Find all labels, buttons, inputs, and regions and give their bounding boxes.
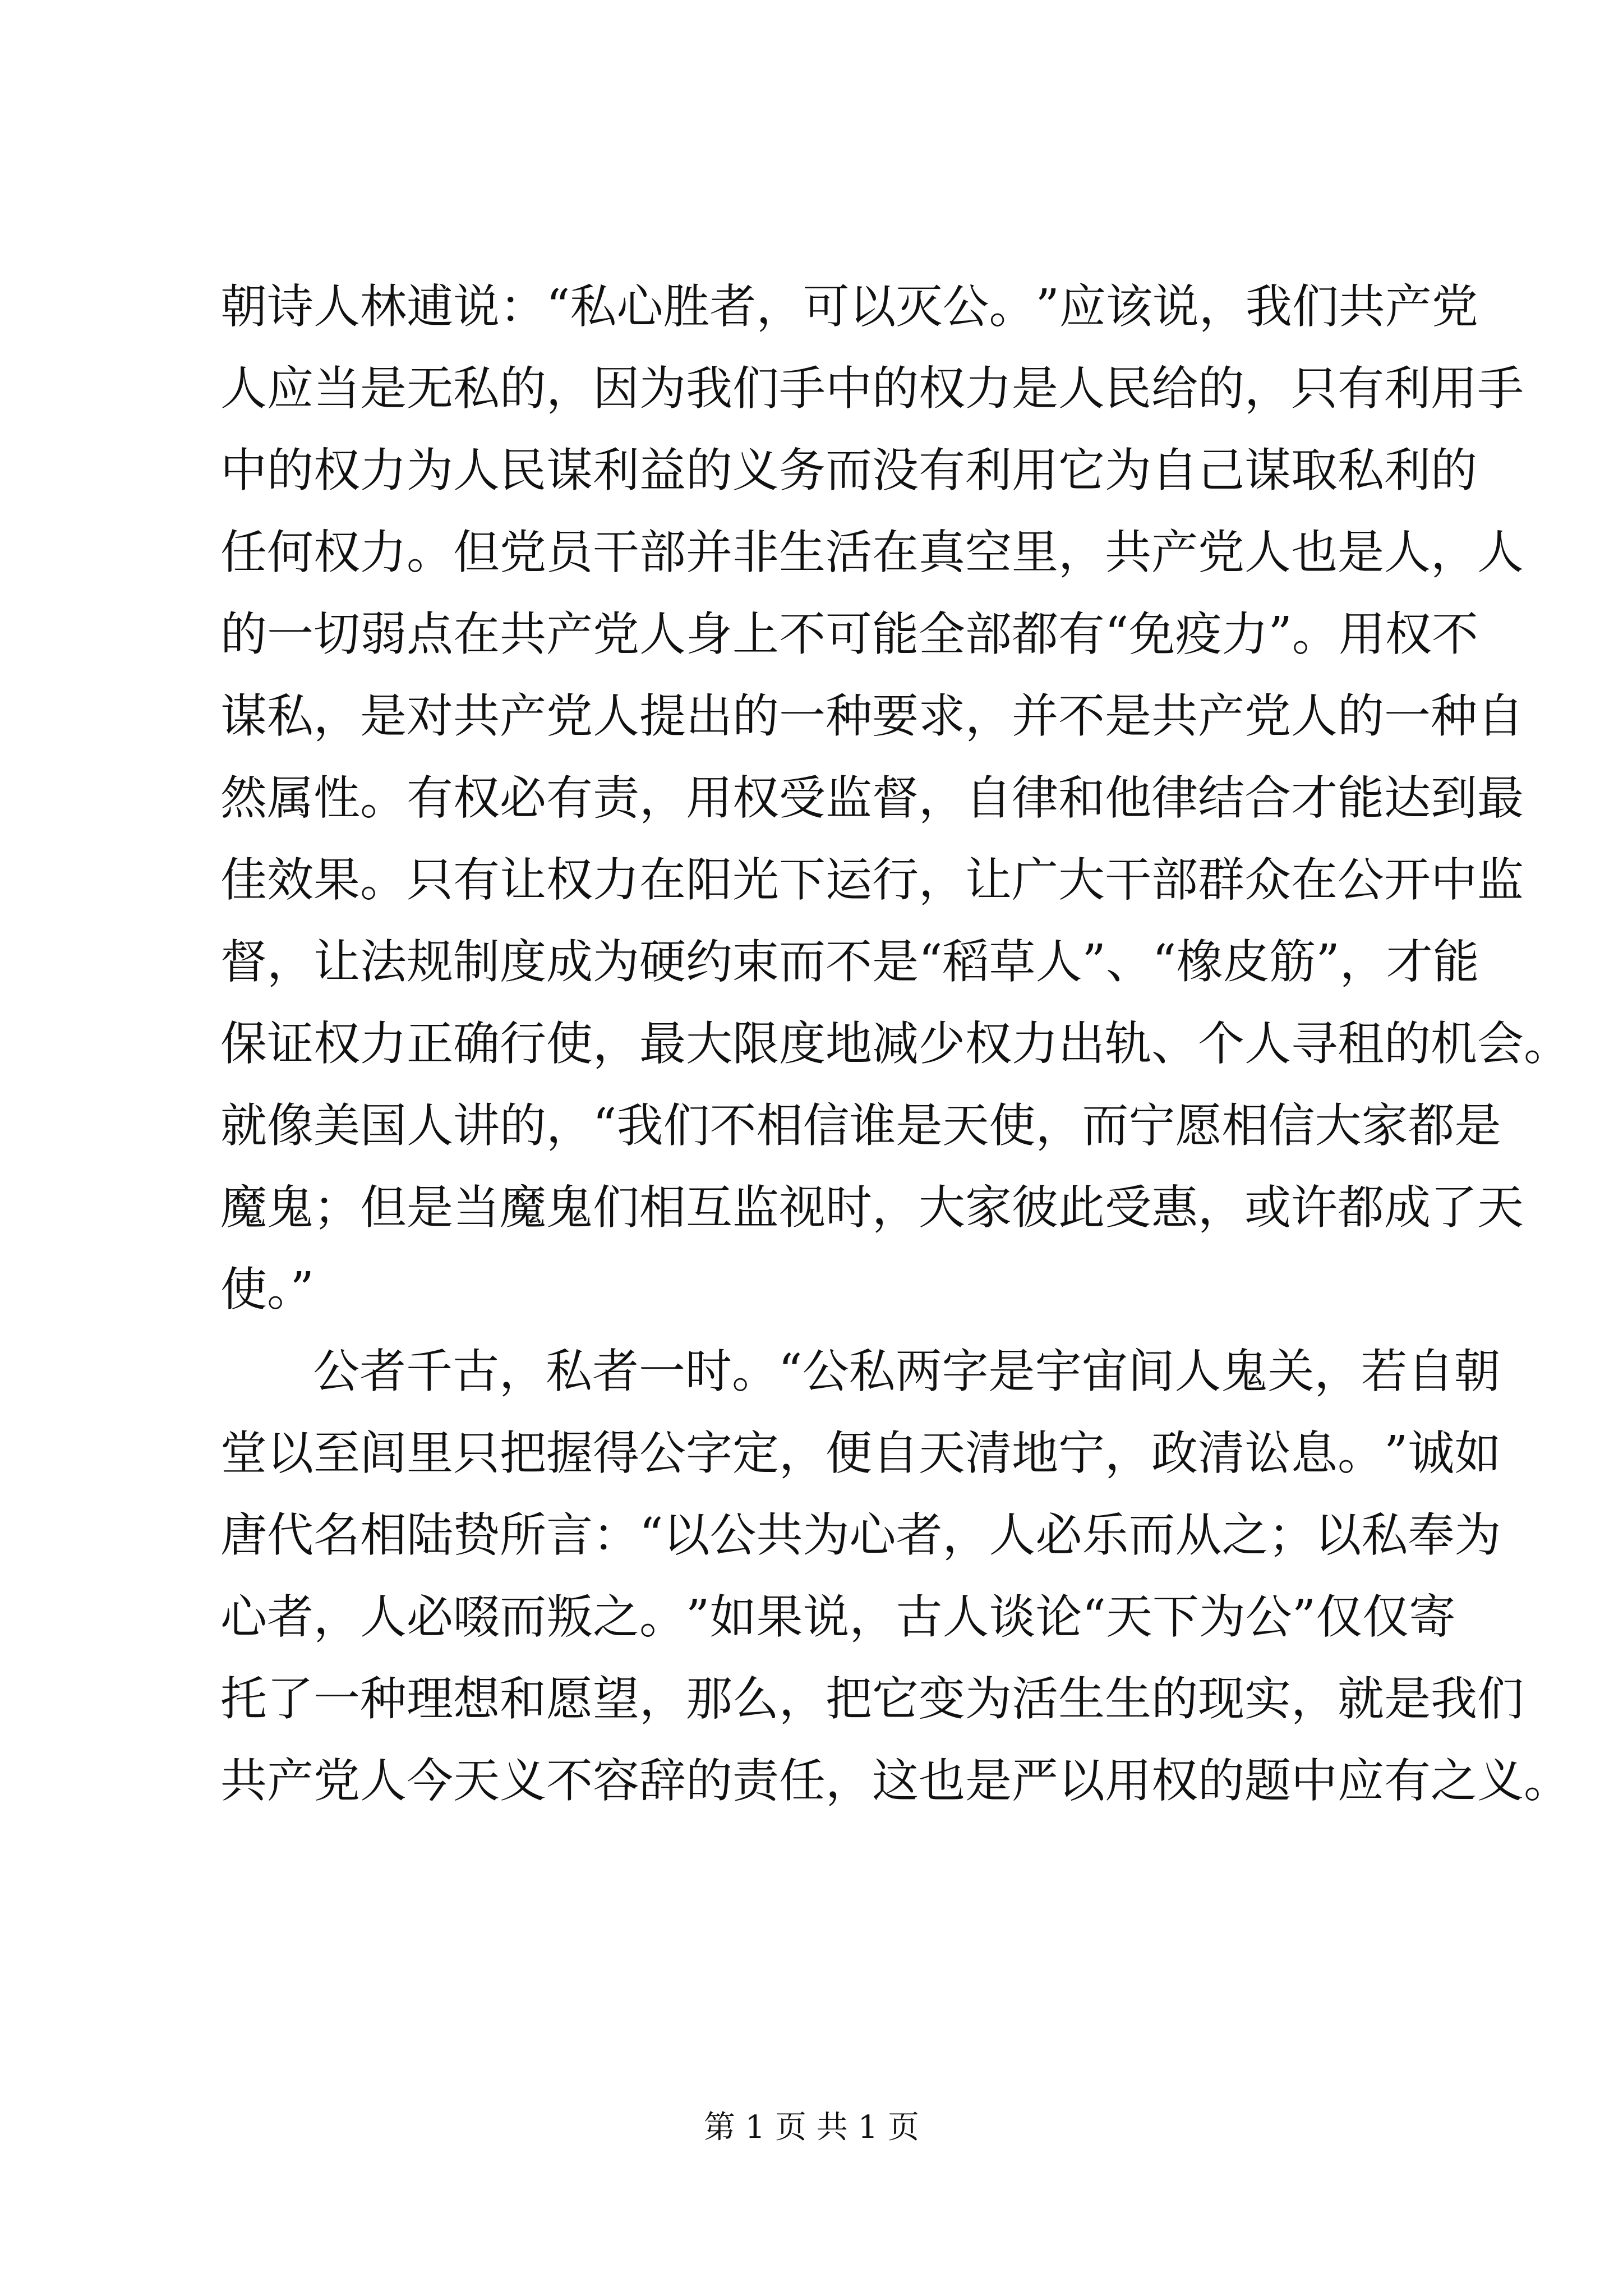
text-line: 的 一 切 弱 点 在 共 产 党 人 身 上 不 可 能 全 部 都 有 “ 免 疫 力 ” 。 用 权 不 — [220, 607, 1478, 661]
text-line: 谋 私 ， 是 对 共 产 党 人 提 出 的 一 种 要 求 ， 并 不 是 共 产 党 人 的 一 种 自 — [220, 689, 1524, 743]
text-line: 佳 效 果 。 只 有 让 权 力 在 阳 光 下 运 行 ， 让 广 大 干 部 群 众 在 公 开 中 监 — [220, 853, 1524, 907]
text-line: 人 应 当 是 无 私 的 ， 因 为 我 们 手 中 的 权 力 是 人 民 给 的 ， 只 有 利 用 手 — [220, 361, 1524, 416]
text-line: 就 像 美 国 人 讲 的 ， “ 我 们 不 相 信 谁 是 天 使 ， 而 宁 愿 相 信 大 家 都 是 — [220, 1098, 1501, 1153]
text-line: 任 何 权 力 。 但 党 员 干 部 并 非 生 活 在 真 空 里 ， 共 产 党 人 也 是 人 ， 人 — [220, 525, 1524, 579]
text-line: 托 了 一 种 理 想 和 愿 望 ， 那 么 ， 把 它 变 为 活 生 生 的 现 实 ， 就 是 我 们 — [220, 1672, 1524, 1726]
text-line: 然 属 性 。 有 权 必 有 责 ， 用 权 受 监 督 ， 自 律 和 他 律 结 合 才 能 达 到 最 — [220, 771, 1524, 825]
text-line: 公 者 千 古 ， 私 者 一 时 。 “ 公 私 两 字 是 宇 宙 间 人 鬼 关 ， 若 自 朝 — [313, 1344, 1501, 1398]
text-line: 魔 鬼 ； 但 是 当 魔 鬼 们 相 互 监 视 时 ， 大 家 彼 此 受 惠 ， 或 许 都 成 了 天 — [220, 1180, 1524, 1235]
text-line: 保 证 权 力 正 确 行 使 ， 最 大 限 度 地 减 少 权 力 出 轨 、 个 人 寻 租 的 机 会 。 — [220, 1016, 1570, 1071]
text-line: 堂 以 至 闾 里 只 把 握 得 公 字 定 ， 便 自 天 清 地 宁 ， 政 清 讼 息 。 ” 诚 如 — [220, 1426, 1501, 1480]
body-text — [220, 266, 1570, 1822]
text-line: 中 的 权 力 为 人 民 谋 利 益 的 义 务 而 没 有 利 用 它 为 自 己 谋 取 私 利 的 — [220, 443, 1477, 498]
text-line: 共产党人今天义不容辞的责任，这也是严以用权的题中应有之义。 — [220, 1754, 1570, 1808]
text-line: 朝 诗 人 林 逋 说 ： “ 私 心 胜 者 ， 可 以 灭 公 。 ” 应 该 说 ， 我 们 共 产 党 — [220, 279, 1478, 334]
text-line: 使。” — [220, 1262, 314, 1317]
text-line: 督 ， 让 法 规 制 度 成 为 硬 约 束 而 不 是 “ 稻 草 人 ” 、 “ 橡 皮 筋 ” ， 才 能 — [220, 935, 1479, 989]
paragraph-container — [220, 266, 1570, 1822]
text-line: 唐 代 名 相 陆 贽 所 言 ： “ 以 公 共 为 心 者 ， 人 必 乐 而 从 之 ； 以 私 奉 为 — [220, 1508, 1501, 1562]
paragraph — [220, 1331, 1570, 1822]
text-line: 心 者 ， 人 必 啜 而 叛 之 。 ” 如 果 说 ， 古 人 谈 论 “ 天 下 为 公 ” 仅 仅 寄 — [220, 1590, 1456, 1644]
page-footer: 第 1 页 共 1 页 — [703, 2109, 920, 2146]
paragraph — [220, 266, 1570, 1331]
